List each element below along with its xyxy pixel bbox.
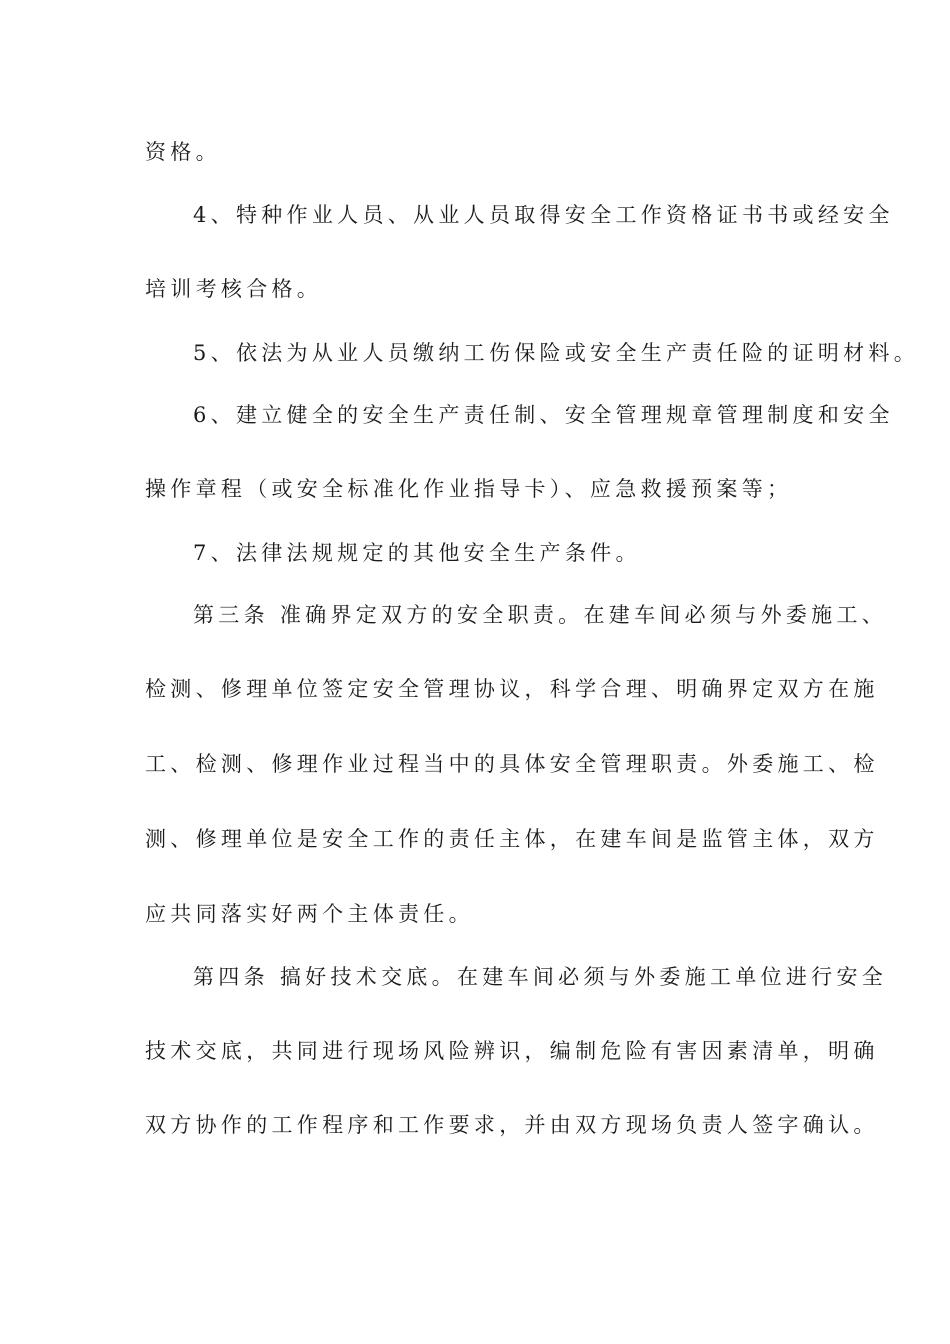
text-line: 6、建立健全的安全生产责任制、安全管理规章管理制度和安全 <box>193 403 894 427</box>
text-line: 5、依法为从业人员缴纳工伤保险或安全生产责任险的证明材料。 <box>193 341 920 365</box>
text-line: 操作章程（或安全标准化作业指导卡）、应急救援预案等； <box>145 477 793 501</box>
text-line: 4、特种作业人员、从业人员取得安全工作资格证书书或经安全 <box>193 203 894 227</box>
text-line: 测、修理单位是安全工作的责任主体，在建车间是监管主体，双方 <box>145 827 879 851</box>
text-line: 培训考核合格。 <box>145 277 323 301</box>
text-line: 工、检测、修理作业过程当中的具体安全管理职责。外委施工、检 <box>145 752 879 776</box>
text-line: 双方协作的工作程序和工作要求，并由双方现场负责人签字确认。 <box>145 1113 879 1137</box>
text-line: 资格。 <box>145 140 221 164</box>
text-line: 第四条 搞好技术交底。在建车间必须与外委施工单位进行安全 <box>193 965 888 989</box>
text-line: 7、法律法规规定的其他安全生产条件。 <box>193 541 641 565</box>
text-line: 检测、修理单位签定安全管理协议，科学合理、明确界定双方在施 <box>145 677 879 701</box>
text-line: 第三条 准确界定双方的安全职责。在建车间必须与外委施工、 <box>193 603 888 627</box>
text-line: 技术交底，共同进行现场风险辨识，编制危险有害因素清单，明确 <box>145 1039 879 1063</box>
text-line: 应共同落实好两个主体责任。 <box>145 902 474 926</box>
